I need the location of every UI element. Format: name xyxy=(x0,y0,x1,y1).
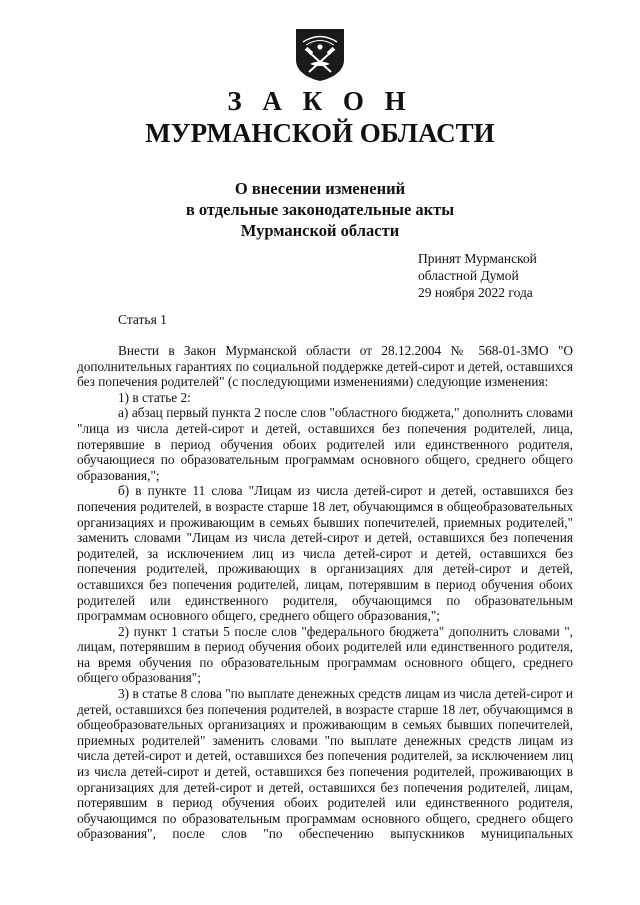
adoption-line: областной Думой xyxy=(418,268,519,283)
law-subject xyxy=(0,178,640,241)
paragraph: б) в пункте 11 слова "Лицам из числа детей-сирот и детей, оставшихся без попечения родителей, в возрасте старше 18 лет, обучающимся в общеобразовательных организациях и проживающим в семьях бывших попечителей, приемных родителей," заменить словами "Лицам из числа детей-сирот и детей, оставшихся без попечения родителей, за исключением лиц из числа детей-сирот и детей, оставшихся без попечения родителей, проживающих в организациях для детей-сирот и детей, оставшихся без попечения родителей, лицам, потерявшим в период обучения обоих родителей или единственного родителя, обучающимся по образовательным программам основного общего, среднего общего образования,"; xyxy=(77,483,573,624)
coat-of-arms-icon xyxy=(293,26,347,82)
paragraph: 3) в статье 8 слова "по выплате денежных средств лицам из числа детей-сирот и детей, оставшихся без попечения родителей, в возрасте старше 18 лет, обучающимся в общеобразовательных организациях и проживающим в семьях бывших попечителей, приемных родителей" заменить словами "по выплате денежных средств лицам из числа детей-сирот и детей, оставшихся без попечения родителей, за исключением лиц из числа детей-сирот и детей, оставшихся без попечения родителей, проживающих в организациях для детей-сирот и детей, оставшихся без попечения родителей, лицам, потерявшим в период обучения обоих родителей или единственного родителя, обучающимся по образовательным программам основного общего, среднего общего образования", после слов "по обеспечению выпускников муниципальных xyxy=(77,686,573,842)
paragraph: а) абзац первый пункта 2 после слов "областного бюджета," дополнить словами "лица из числа детей-сирот и детей, оставшихся без попечения родителей, лица, потерявшие в период обучения обоих родителей или единственного родителя, обучающиеся по образовательным программам основного общего, среднего общего образования,"; xyxy=(77,405,573,483)
adoption-note xyxy=(418,250,537,301)
adoption-line: Принят Мурманской xyxy=(418,251,537,266)
article-heading: Статья 1 xyxy=(118,312,167,327)
document-region: МУРМАНСКОЙ ОБЛАСТИ xyxy=(145,118,495,148)
subject-line: в отдельные законодательные акты xyxy=(185,200,455,219)
adoption-date: 29 ноября 2022 года xyxy=(418,285,533,300)
paragraph: Внести в Закон Мурманской области от 28.12.2004 № 568-01-ЗМО "О дополнительных гарантиях по социальной поддержке детей-сирот и детей, оставшихся без попечения родителей" (с последующими изменениями) следующие изменения: xyxy=(77,343,573,390)
article-body xyxy=(77,343,573,842)
paragraph: 1) в статье 2: xyxy=(118,389,191,405)
subject-line: О внесении изменений xyxy=(234,179,406,198)
subject-line: Мурманской области xyxy=(240,221,400,240)
paragraph: 2) пункт 1 статьи 5 после слов "федерального бюджета" дополнить словами ", лицам, потерявшим в период обучения обоих родителей или единственного родителя, на время обучения по образовательным программам основного общего, среднего общего образования"; xyxy=(77,623,573,686)
document-title: З А К О Н xyxy=(227,86,413,116)
